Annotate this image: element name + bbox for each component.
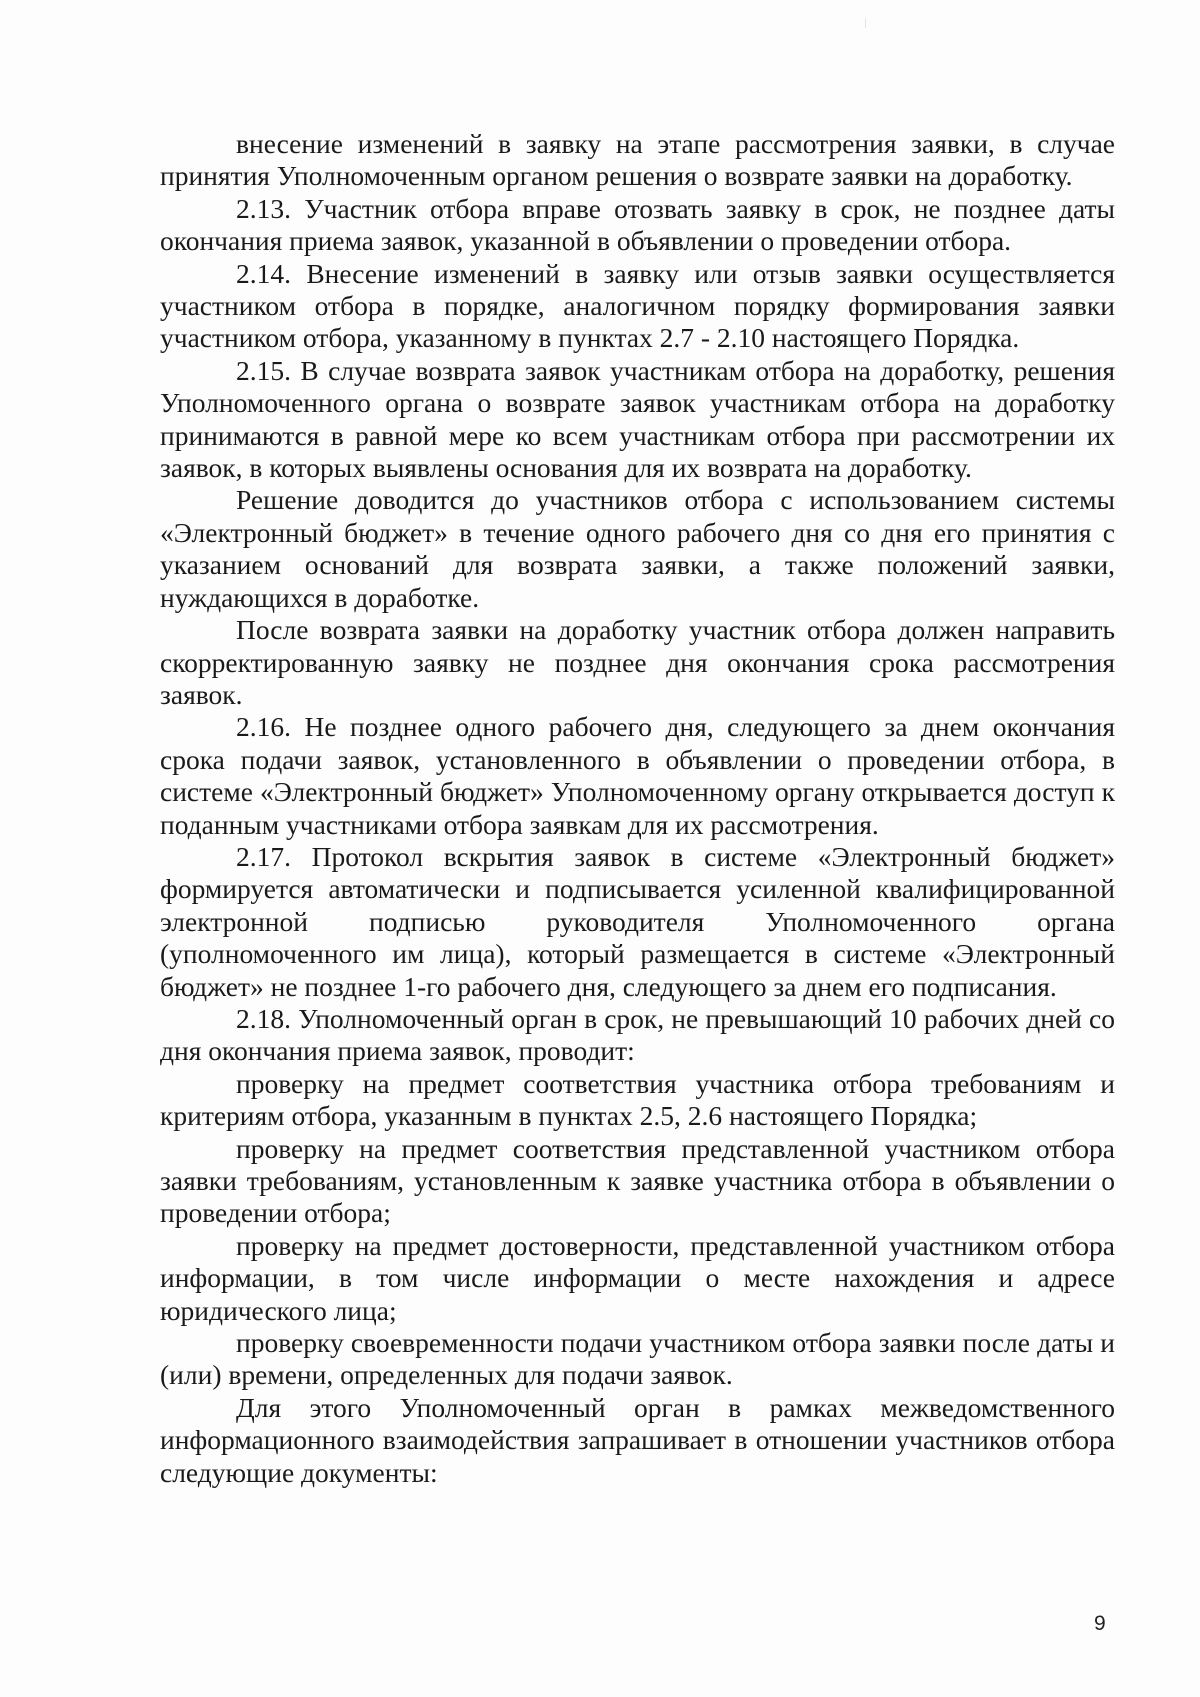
paragraph-continuation: внесение изменений в заявку на этапе рассмотрения заявки, в случае принятия Уполномоченным органом решения о возврате заявки на доработку. bbox=[160, 128, 1115, 192]
paragraph-2-17: 2.17. Протокол вскрытия заявок в системе «Электронный бюджет» формируется автоматически и подписывается усиленной квалифицированной электронной подписью руководителя Уполномоченного органа (уполномоченного им лица), который размещается в системе «Электронный бюджет» не позднее 1-го рабочего дня, следующего за днем его подписания. bbox=[160, 840, 1115, 1002]
paragraph-2-16: 2.16. Не позднее одного рабочего дня, следующего за днем окончания срока подачи заявок, установленного в объявлении о проведении отбора, в системе «Электронный бюджет» Уполномоченному органу открывается доступ к поданным участниками отбора заявкам для их рассмотрения. bbox=[160, 711, 1115, 840]
page-number: 9 bbox=[1094, 1612, 1106, 1635]
document-body bbox=[160, 128, 1115, 1489]
paragraph-interagency-request: Для этого Уполномоченный орган в рамках межведомственного информационного взаимодействия запрашивает в отношении участников отбора следующие документы: bbox=[160, 1391, 1115, 1488]
scan-artifact bbox=[865, 18, 866, 28]
paragraph-check-application: проверку на предмет соответствия представленной участником отбора заявки требованиям, установленным к заявке участника отбора в объявлении о проведении отбора; bbox=[160, 1132, 1115, 1229]
paragraph-check-timeliness: проверку своевременности подачи участником отбора заявки после даты и (или) времени, определенных для подачи заявок. bbox=[160, 1327, 1115, 1391]
paragraph-2-14: 2.14. Внесение изменений в заявку или отзыв заявки осуществляется участником отбора в порядке, аналогичном порядку формирования заявки участником отбора, указанному в пунктах 2.7 - 2.10 настоящего Порядка. bbox=[160, 257, 1115, 354]
paragraph-after-return: После возврата заявки на доработку участник отбора должен направить скорректированную заявку не позднее дня окончания срока рассмотрения заявок. bbox=[160, 614, 1115, 710]
paragraph-2-15: 2.15. В случае возврата заявок участникам отбора на доработку, решения Уполномоченного органа о возврате заявок участникам отбора на доработку принимаются в равной мере ко всем участникам отбора при рассмотрении их заявок, в которых выявлены основания для их возврата на доработку. bbox=[160, 354, 1115, 484]
paragraph-check-reliability: проверку на предмет достоверности, представленной участником отбора информации, в том числе информации о месте нахождения и адресе юридического лица; bbox=[160, 1229, 1115, 1326]
paragraph-decision-notice: Решение доводится до участников отбора с использованием системы «Электронный бюджет» в течение одного рабочего дня со дня его принятия с указанием оснований для возврата заявки, а также положений заявки, нуждающихся в доработке. bbox=[160, 484, 1115, 613]
paragraph-2-18: 2.18. Уполномоченный орган в срок, не превышающий 10 рабочих дней со дня окончания приема заявок, проводит: bbox=[160, 1002, 1115, 1067]
paragraph-2-13: 2.13. Участник отбора вправе отозвать заявку в срок, не позднее даты окончания приема заявок, указанной в объявлении о проведении отбора. bbox=[160, 192, 1115, 257]
paragraph-check-criteria: проверку на предмет соответствия участника отбора требованиям и критериям отбора, указанным в пунктах 2.5, 2.6 настоящего Порядка; bbox=[160, 1067, 1115, 1132]
